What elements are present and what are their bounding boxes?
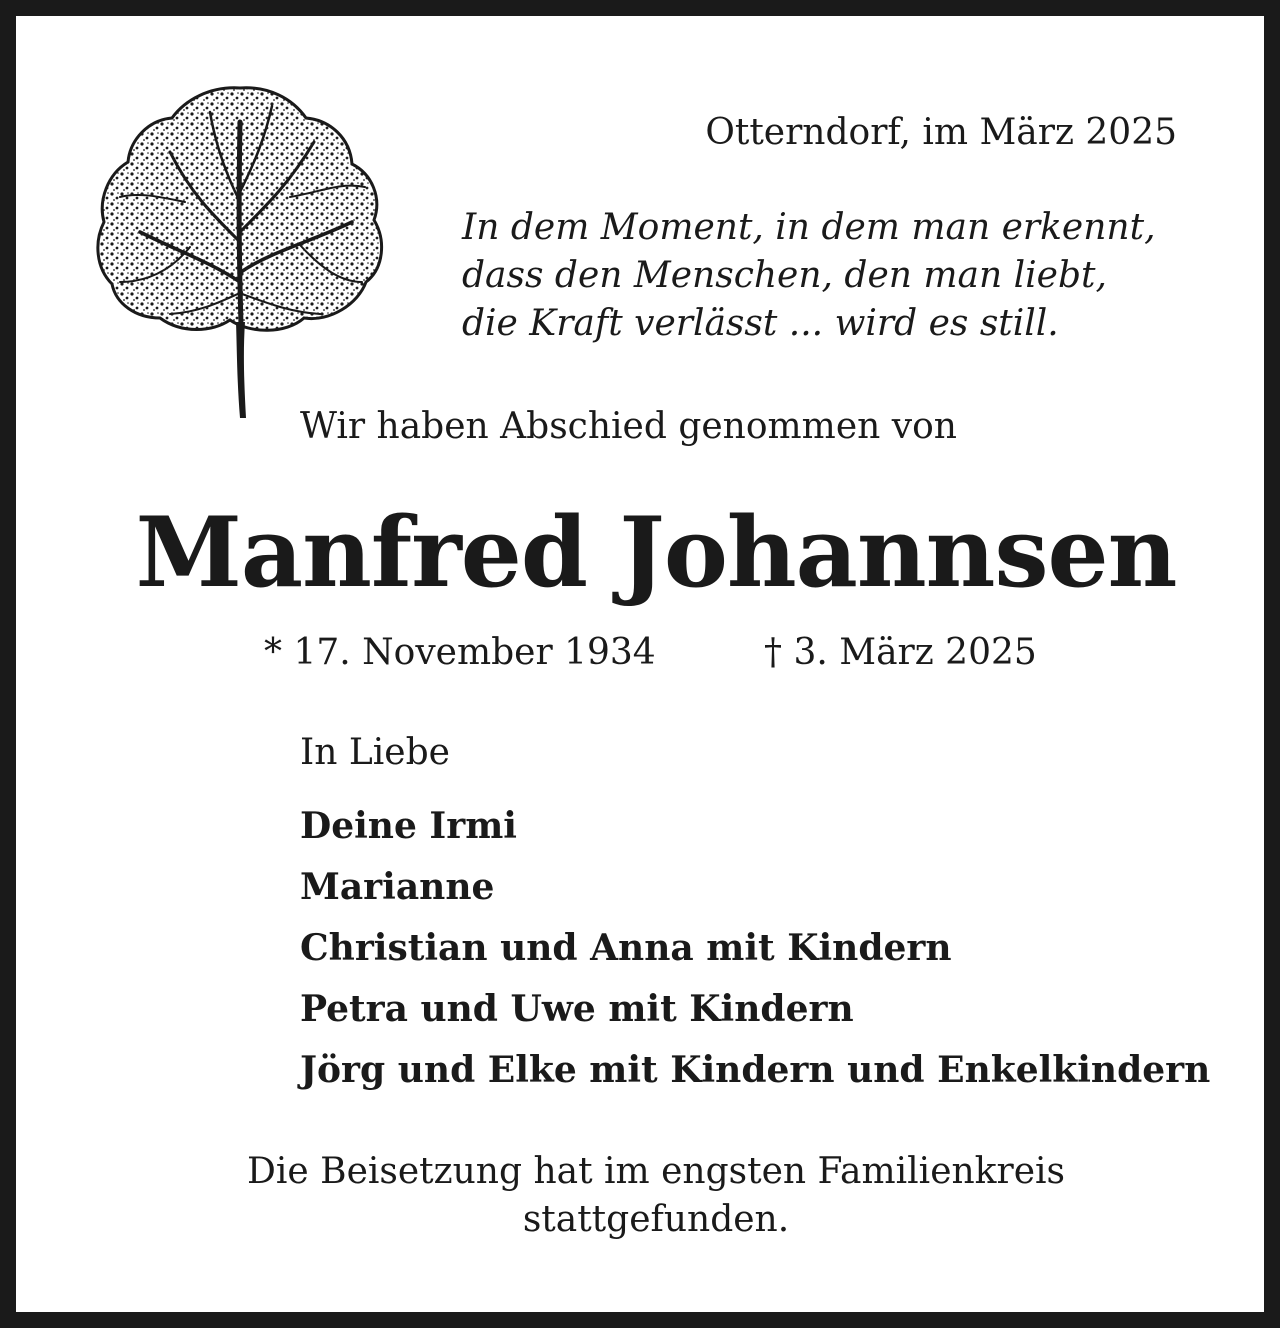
mourner: Christian und Anna mit Kindern (300, 927, 952, 969)
quote (462, 204, 1156, 348)
deceased-name: Manfred Johannsen (135, 496, 1177, 609)
birth-date: * 17. November 1934 (264, 632, 656, 673)
burial-line: Die Beisetzung hat im engsten Familienkreis (246, 1151, 1065, 1192)
burial-note (16, 1148, 1280, 1244)
mourner: Jörg und Elke mit Kindern und Enkelkindern (300, 1049, 1211, 1091)
quote-line: die Kraft verlässt ... wird es still. (462, 303, 1059, 344)
mourner: Petra und Uwe mit Kindern (300, 988, 854, 1030)
tree-icon (90, 82, 390, 418)
mourners-list (300, 800, 1210, 1105)
quote-line: In dem Moment, in dem man erkennt, (462, 207, 1156, 248)
mourner: Deine Irmi (300, 805, 517, 847)
death-date: † 3. März 2025 (764, 632, 1037, 673)
burial-line: stattgefunden. (522, 1199, 790, 1240)
place-date: Otterndorf, im März 2025 (705, 112, 1177, 153)
in-love-label: In Liebe (300, 732, 450, 773)
farewell-intro: Wir haben Abschied genommen von (300, 406, 957, 447)
mourner: Marianne (300, 866, 495, 908)
quote-line: dass den Menschen, den man liebt, (462, 255, 1107, 296)
